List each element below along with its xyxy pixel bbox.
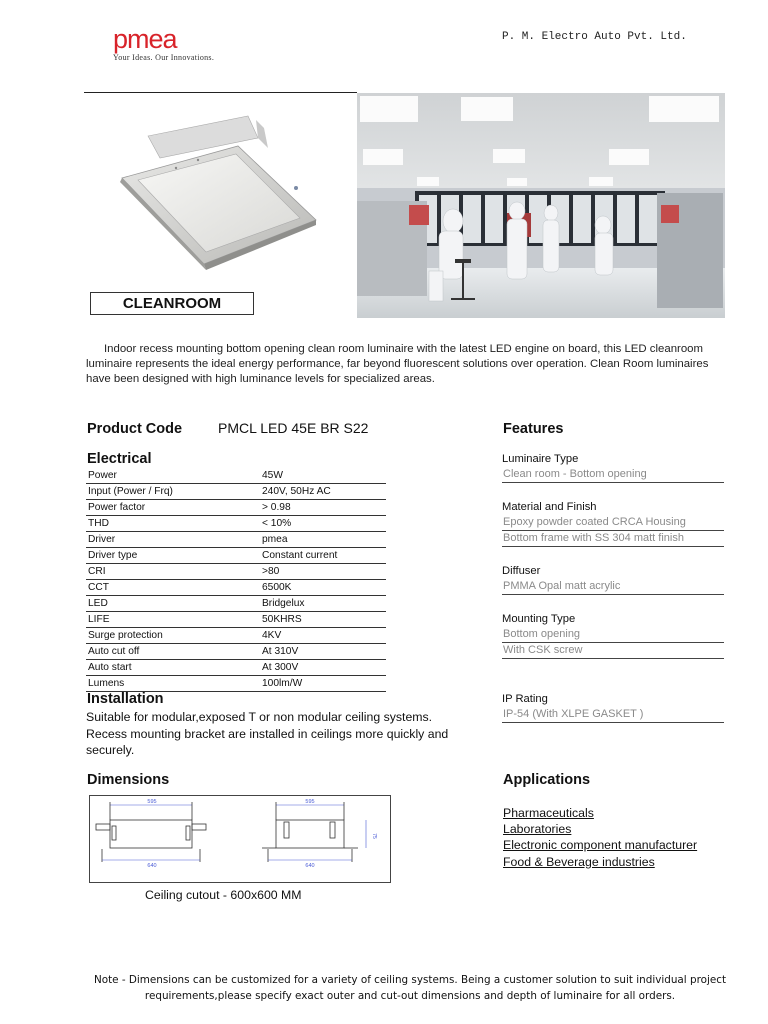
spec-param: Driver bbox=[86, 531, 260, 547]
spec-value: At 310V bbox=[260, 643, 386, 659]
spec-row bbox=[86, 675, 386, 691]
ceiling-cutout-caption: Ceiling cutout - 600x600 MM bbox=[145, 888, 302, 902]
application-link[interactable]: Laboratories bbox=[503, 822, 572, 837]
spec-param: Surge protection bbox=[86, 627, 260, 643]
logo-tagline: Your Ideas. Our Innovations. bbox=[113, 53, 215, 62]
features-heading: Features bbox=[503, 421, 564, 437]
product-code-value: PMCL LED 45E BR S22 bbox=[218, 420, 369, 436]
applications-list bbox=[503, 805, 697, 870]
spec-param: THD bbox=[86, 515, 260, 531]
spec-param: Lumens bbox=[86, 675, 260, 691]
dim-top-width-2: 595 bbox=[305, 799, 315, 805]
luminaire-product-image bbox=[108, 108, 328, 278]
brand-logo bbox=[113, 26, 214, 62]
spec-value: Bridgelux bbox=[260, 595, 386, 611]
spec-row bbox=[86, 547, 386, 563]
company-name: P. M. Electro Auto Pvt. Ltd. bbox=[502, 31, 687, 43]
spec-value: 4KV bbox=[260, 627, 386, 643]
feature-value: IP-54 (With XLPE GASKET ) bbox=[502, 707, 724, 723]
feature-value: Bottom opening bbox=[502, 627, 724, 643]
intro-paragraph: Indoor recess mounting bottom opening clean room luminaire with the latest LED engine on board, this LED cleanroom luminaire represents the ideal energy performance, far beyond fluorescent solutions over operation. Clean Room luminaires have been designed with high luminance levels for specialized areas. bbox=[86, 343, 709, 385]
category-label-box: CLEANROOM bbox=[90, 292, 254, 315]
spec-row bbox=[86, 515, 386, 531]
spec-value: 6500K bbox=[260, 579, 386, 595]
spec-param: LED bbox=[86, 595, 260, 611]
feature-value: Bottom frame with SS 304 matt finish bbox=[502, 531, 724, 547]
footer-note: Note - Dimensions can be customized for a variety of ceiling systems. Being a customer solution to suit individual project requirements,please specify exact outer and cut-out dimensions and depth of luminaire for all orders. bbox=[93, 974, 727, 1002]
spec-value: 50KHRS bbox=[260, 611, 386, 627]
dim-top-width-1: 595 bbox=[147, 799, 157, 805]
feature-title: Diffuser bbox=[502, 565, 541, 577]
spec-param: Power factor bbox=[86, 499, 260, 515]
cleanroom-photo bbox=[357, 93, 725, 318]
spec-param: Input (Power / Frq) bbox=[86, 483, 260, 499]
installation-text: Suitable for modular,exposed T or non modular ceiling systems. Recess mounting bracket are installed in ceilings more quickly and securely. bbox=[86, 710, 449, 757]
feature-material bbox=[502, 500, 724, 547]
spec-row bbox=[86, 595, 386, 611]
spec-value: Constant current bbox=[260, 547, 386, 563]
spec-value: 45W bbox=[260, 467, 386, 483]
feature-title: Luminaire Type bbox=[502, 453, 579, 465]
feature-value: Epoxy powder coated CRCA Housing bbox=[502, 515, 724, 531]
dimension-diagram bbox=[90, 796, 390, 882]
spec-row bbox=[86, 467, 386, 483]
hero-divider bbox=[84, 92, 357, 93]
spec-param: CRI bbox=[86, 563, 260, 579]
logo-wordmark: pmea bbox=[113, 24, 177, 54]
feature-luminaire-type bbox=[502, 452, 724, 483]
spec-value: 100lm/W bbox=[260, 675, 386, 691]
spec-row bbox=[86, 579, 386, 595]
application-link[interactable]: Food & Beverage industries bbox=[503, 854, 655, 869]
feature-mounting bbox=[502, 612, 724, 659]
electrical-spec-table bbox=[86, 467, 386, 692]
application-link[interactable]: Electronic component manufacturer bbox=[503, 838, 698, 853]
spec-param: Auto cut off bbox=[86, 643, 260, 659]
spec-row bbox=[86, 611, 386, 627]
feature-diffuser bbox=[502, 564, 724, 595]
spec-value: 240V, 50Hz AC bbox=[260, 483, 386, 499]
feature-value: With CSK screw bbox=[502, 643, 724, 659]
feature-ip-rating bbox=[502, 692, 724, 723]
spec-param: Auto start bbox=[86, 659, 260, 675]
electrical-heading: Electrical bbox=[87, 451, 152, 467]
spec-value: > 0.98 bbox=[260, 499, 386, 515]
spec-value: pmea bbox=[260, 531, 386, 547]
dim-height: 75 bbox=[371, 833, 377, 839]
spec-param: Driver type bbox=[86, 547, 260, 563]
feature-value: Clean room - Bottom opening bbox=[502, 467, 724, 483]
spec-row bbox=[86, 563, 386, 579]
spec-param: CCT bbox=[86, 579, 260, 595]
dim-bottom-width-2: 640 bbox=[305, 863, 315, 869]
spec-row bbox=[86, 483, 386, 499]
applications-heading: Applications bbox=[503, 772, 591, 788]
spec-param: Power bbox=[86, 467, 260, 483]
dim-bottom-width-1: 640 bbox=[147, 863, 157, 869]
installation-heading: Installation bbox=[87, 691, 164, 707]
spec-value: < 10% bbox=[260, 515, 386, 531]
spec-param: LIFE bbox=[86, 611, 260, 627]
spec-row bbox=[86, 659, 386, 675]
feature-value: PMMA Opal matt acrylic bbox=[502, 579, 724, 595]
spec-row bbox=[86, 643, 386, 659]
feature-title: Mounting Type bbox=[502, 613, 576, 625]
dimensions-heading: Dimensions bbox=[87, 772, 170, 788]
feature-title: IP Rating bbox=[502, 693, 548, 705]
feature-title: Material and Finish bbox=[502, 501, 597, 513]
dimension-drawing bbox=[89, 795, 391, 883]
application-link[interactable]: Pharmaceuticals bbox=[503, 806, 594, 820]
spec-row bbox=[86, 531, 386, 547]
spec-row bbox=[86, 627, 386, 643]
spec-row bbox=[86, 499, 386, 515]
product-code-heading: Product Code bbox=[87, 421, 183, 437]
spec-value: At 300V bbox=[260, 659, 386, 675]
spec-value: >80 bbox=[260, 563, 386, 579]
